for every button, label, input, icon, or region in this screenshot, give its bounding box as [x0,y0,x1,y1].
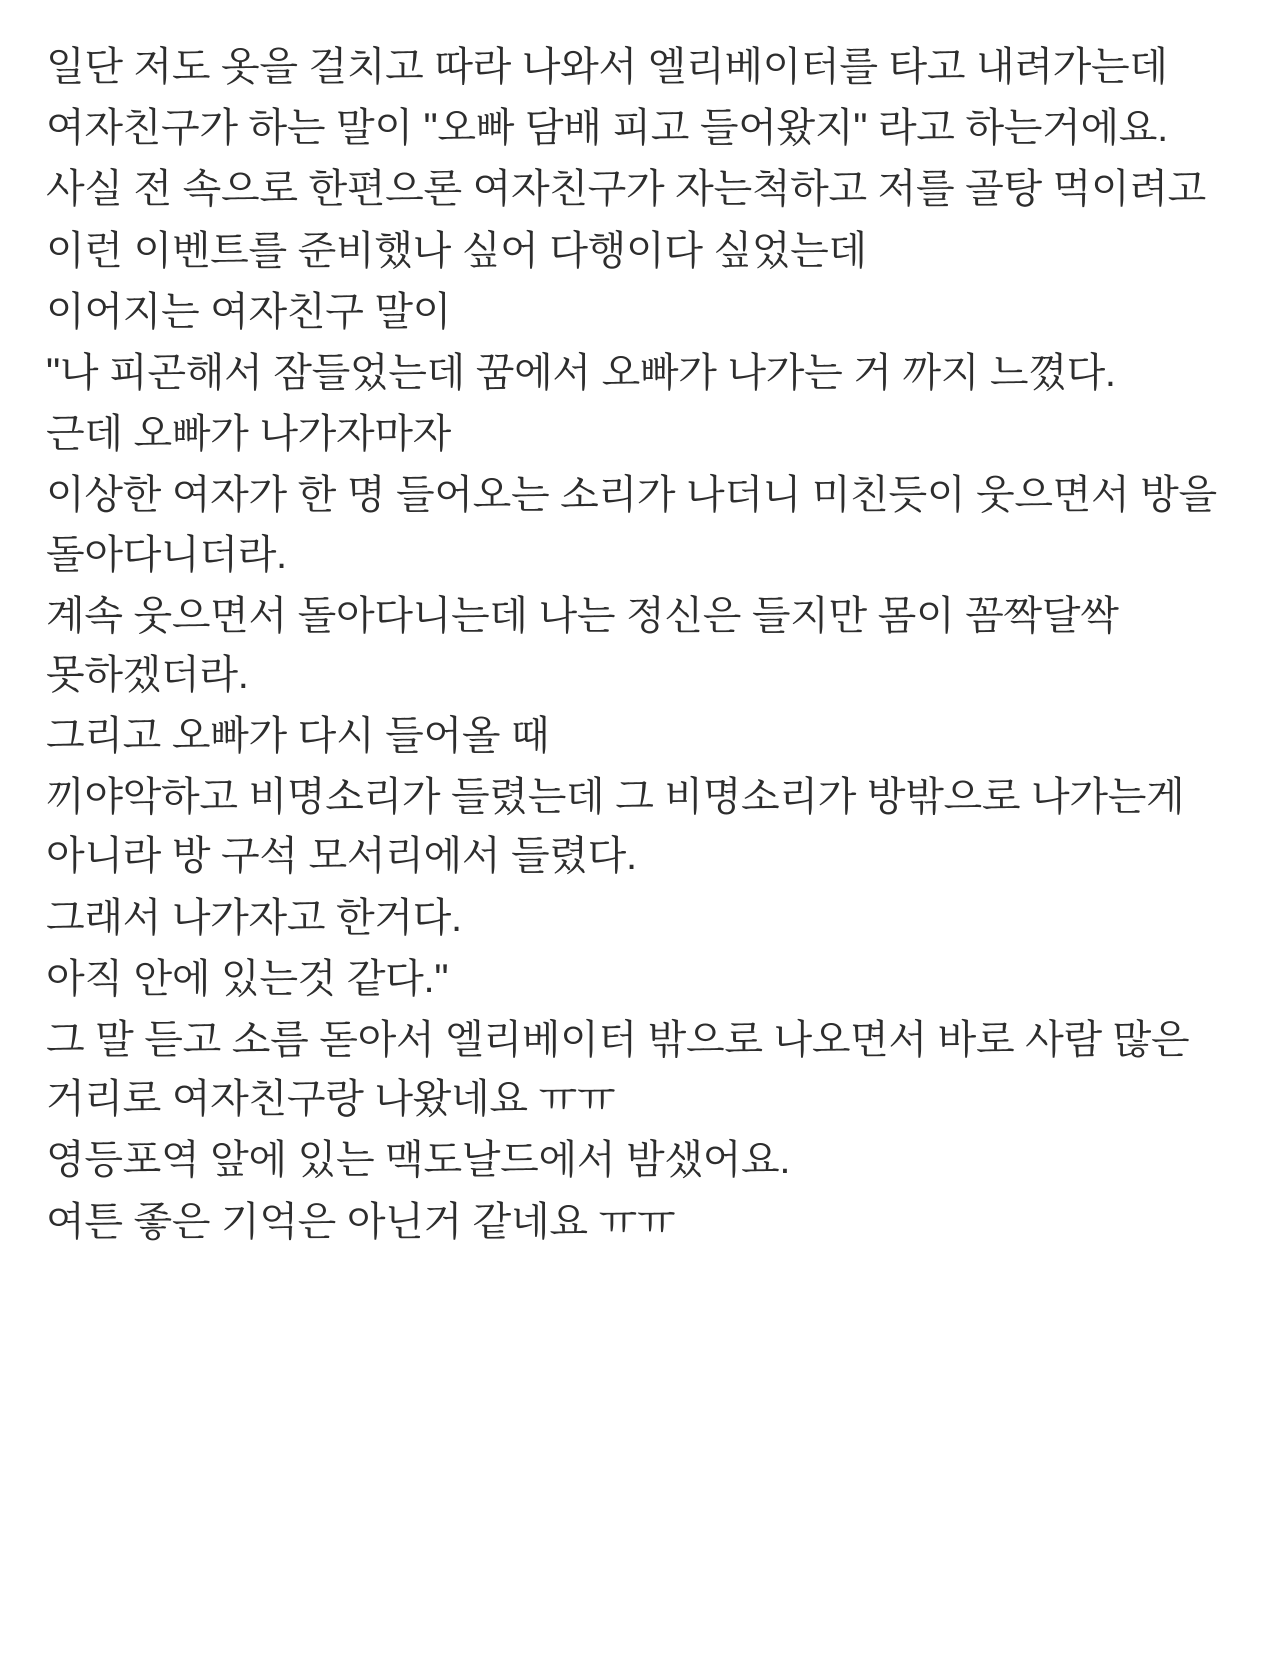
story-paragraph: 계속 웃으면서 돌아다니는데 나는 정신은 들지만 몸이 꼼짝달싹 못하겠더라. [46,593,1119,697]
story-body [46,38,1234,1252]
story-paragraph: 이런 이벤트를 준비했나 싶어 다행이다 싶었는데 [46,228,867,273]
story-paragraph: 그래서 나가자고 한거다. [46,895,462,940]
story-paragraph: 근데 오빠가 나가자마자 [46,412,452,457]
story-paragraph: 끼야악하고 비명소리가 들렸는데 그 비명소리가 방밖으로 나가는게 아니라 방 구석 모서리에서 들렸다. [46,775,1185,879]
story-paragraph: 사실 전 속으로 한편으론 여자친구가 자는척하고 저를 골탕 먹이려고 [46,167,1207,212]
story-paragraph: 여자친구가 하는 말이 "오빠 담배 피고 들어왔지" 라고 하는거에요. [46,106,1168,151]
story-paragraph: 그리고 오빠가 다시 들어올 때 [46,714,550,759]
story-paragraph: 그 말 듣고 소름 돋아서 엘리베이터 밖으로 나오면서 바로 사람 많은 거리로 여자친구랑 나왔네요 ㅠㅠ [46,1018,1190,1122]
story-paragraph: 영등포역 앞에 있는 맥도날드에서 밤샜어요. [46,1138,791,1183]
story-paragraph: 일단 저도 옷을 걸치고 따라 나와서 엘리베이터를 타고 내려가는데 [46,45,1168,89]
story-paragraph: 여튼 좋은 기억은 아닌거 같네요 ㅠㅠ [46,1199,676,1244]
story-paragraph: 이상한 여자가 한 명 들어오는 소리가 나더니 미친듯이 웃으면서 방을 돌아다니더라. [46,473,1217,577]
story-paragraph: "나 피곤해서 잠들었는데 꿈에서 오빠가 나가는 거 까지 느꼈다. [46,350,1116,395]
story-paragraph: 이어지는 여자친구 말이 [46,289,452,334]
story-paragraph: 아직 안에 있는것 같다." [46,956,449,1001]
